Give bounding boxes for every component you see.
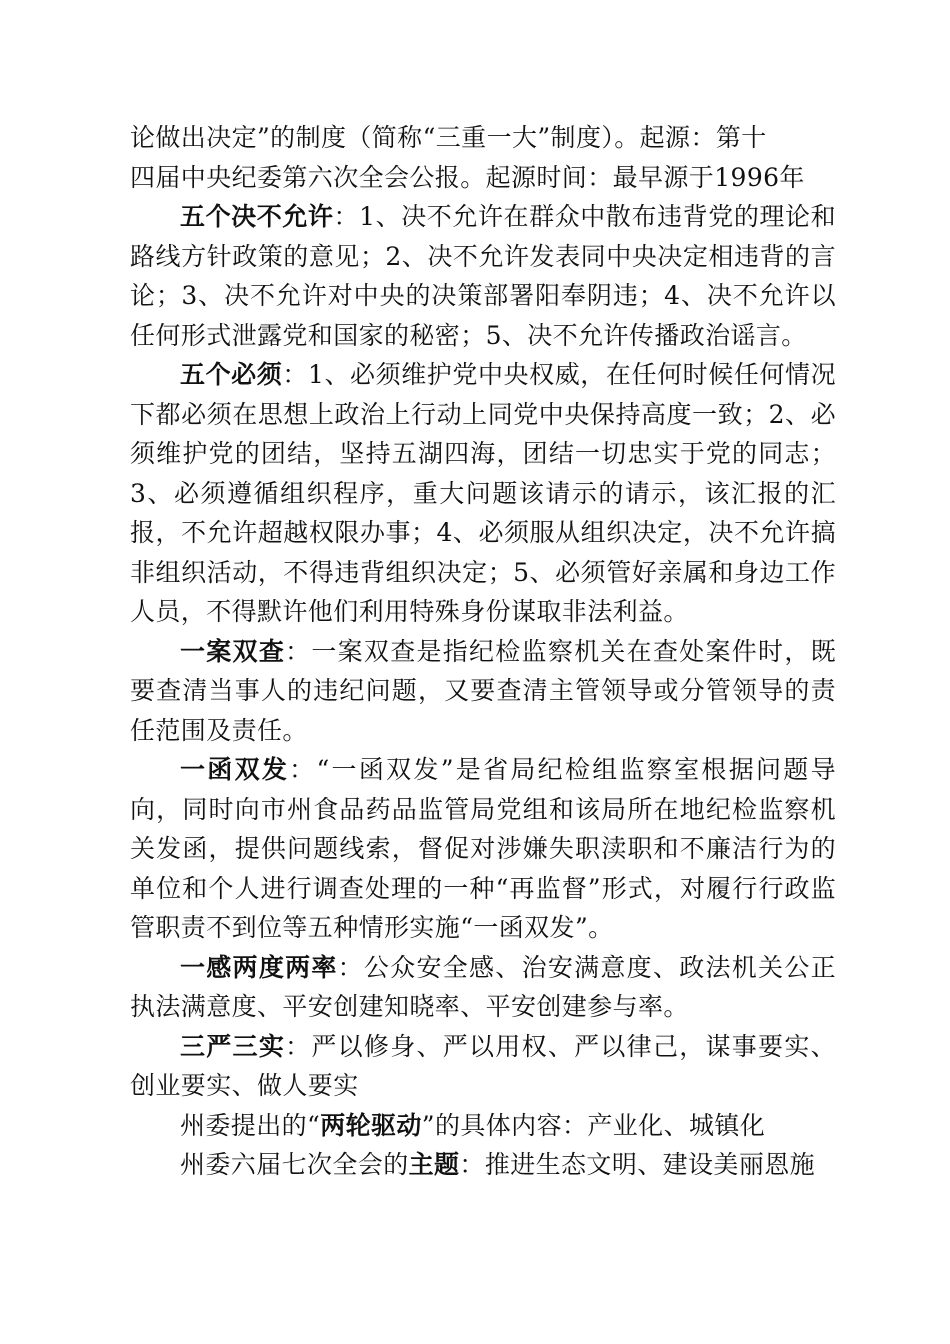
term-heading: 一案双查 <box>180 636 286 666</box>
paragraph-body: ：1、决不允许在群众中散布违背党的理论和路线方针政策的意见；2、决不允许发表同中央决定相违背的言论；3、决不允许对中央的决策部署阳奉阴违；4、决不允许以任何形式泄露党和国家的秘密；5、决不允许传播政治谣言。 <box>130 202 836 350</box>
term-heading: 五个决不允许 <box>180 202 334 231</box>
paragraph-one-case-two-checks <box>130 632 836 751</box>
paragraph-plenary-theme <box>130 1145 836 1185</box>
paragraph-body: ：严以修身、严以用权、严以律己，谋事要实、创业要实、做人要实 <box>130 1031 836 1100</box>
term-heading: 一函双发 <box>180 755 290 784</box>
paragraph-body: ：推进生态文明、建设美丽恩施 <box>459 1150 816 1179</box>
paragraph-body: ：一案双查是指纪检监察机关在查处案件时，既要查清当事人的违纪问题，又要查清主管领导或分管领导的责任范围及责任。 <box>130 636 836 745</box>
document-page <box>130 118 836 1185</box>
term-heading: 主题 <box>408 1150 460 1179</box>
text-line: 四届中央纪委第六次全会公报。起源时间：最早源于1996年 <box>130 162 805 192</box>
paragraph-body: ”的具体内容：产业化、城镇化 <box>421 1110 766 1140</box>
term-heading: 一感两度两率 <box>180 952 338 982</box>
paragraph-three-stricts-three-solids <box>130 1027 836 1106</box>
paragraph-one-sense-two-degrees-two-rates <box>130 948 836 1027</box>
term-heading: 两轮驱动 <box>320 1110 422 1140</box>
paragraph-body: ：1、必须维护党中央权威，在任何时候任何情况下都必须在思想上政治上行动上同党中央保持高度一致；2、必须维护党的团结，坚持五湖四海，团结一切忠实于党的同志；3、必须遵循组织程序，重大问题该请示的请示，该汇报的汇报，不允许超越权限办事；4、必须服从组织决定，决不允许搞非组织活动，不得违背组织决定；5、必须管好亲属和身边工作人员，不得默许他们利用特殊身份谋取非法利益。 <box>130 360 836 626</box>
paragraph-body: ：“一函双发”是省局纪检组监察室根据问题导向，同时向市州食品药品监管局党组和该局所在地纪检监察机关发函，提供问题线索，督促对涉嫌失职渎职和不廉洁行为的单位和个人进行调查处理的一种“再监督”形式，对履行行政监管职责不到位等五种情形实施“一函双发”。 <box>130 755 836 942</box>
paragraph-two-wheel-drive <box>130 1106 836 1146</box>
paragraph-five-never-allow <box>130 197 836 355</box>
paragraph-one-letter-two-sends <box>130 750 836 948</box>
term-heading: 五个必须 <box>180 360 283 389</box>
paragraph-prefix: 州委六届七次全会的 <box>180 1150 409 1179</box>
text-line: 论做出决定”的制度（简称“三重一大”制度）。起源：第十 <box>130 123 767 152</box>
paragraph-five-musts <box>130 355 836 632</box>
paragraph-three-important-one-large <box>130 118 836 197</box>
term-heading: 三严三实 <box>180 1031 286 1061</box>
paragraph-body: ：公众安全感、治安满意度、政法机关公正执法满意度、平安创建知晓率、平安创建参与率。 <box>130 952 836 1021</box>
paragraph-prefix: 州委提出的“ <box>180 1110 321 1140</box>
